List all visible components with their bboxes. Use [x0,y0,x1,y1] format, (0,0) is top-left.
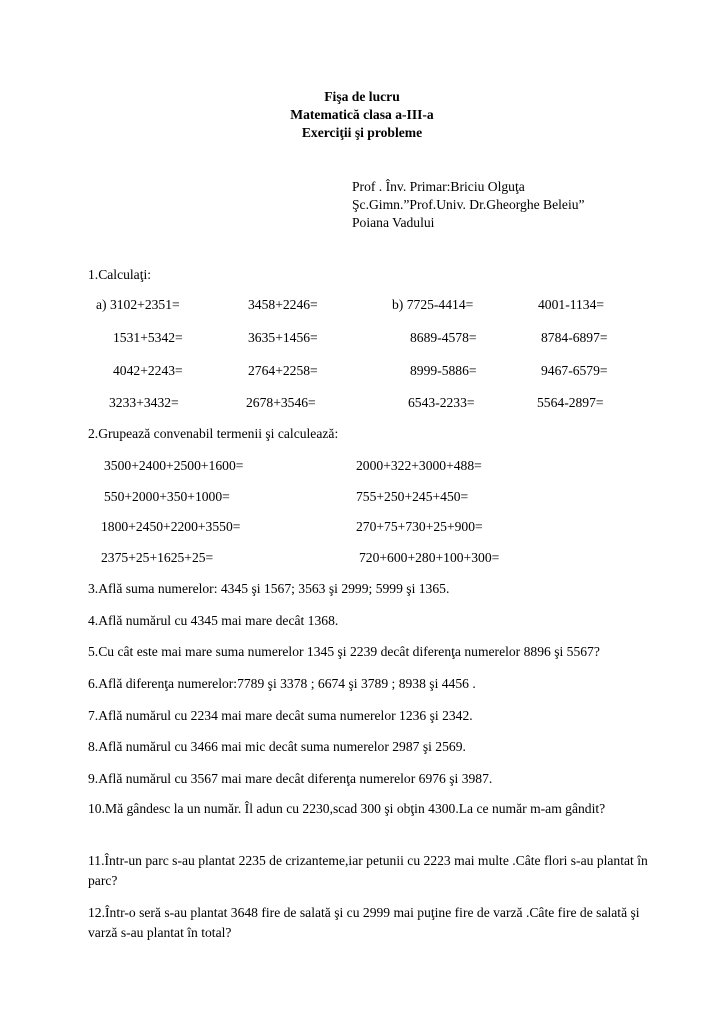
problem-10: 10.Mă gândesc la un număr. Îl adun cu 2230,scad 300 şi obţin 4300.La ce număr m-am gândit? [88,801,606,816]
ex1-item: 2764+2258= [248,363,318,378]
worksheet-title: Fişa de lucru [324,89,400,104]
ex1-item: 8784-6897= [541,330,608,345]
ex1-item: 3635+1456= [248,330,318,345]
ex1-item: 8689-4578= [410,330,477,345]
ex1-item: 4042+2243= [113,363,183,378]
ex1-item: 3458+2246= [248,297,318,312]
problem-4: 4.Află numărul cu 4345 mai mare decât 1368. [88,613,339,628]
problem-12: 12.Într-o seră s-au plantat 3648 fire de salată şi cu 2999 mai puţine fire de varză .Câte fire de salată şi varză s-au plantat în total? [88,905,640,940]
ex2-item: 2000+322+3000+488= [356,458,482,473]
ex1-item: 5564-2897= [537,395,604,410]
ex1-item: 8999-5886= [410,363,477,378]
author-name: Prof . Înv. Primar:Briciu Olguţa [352,179,525,194]
ex1-item: b) 7725-4414= [392,297,474,312]
ex2-item: 550+2000+350+1000= [104,489,230,504]
ex2-item: 720+600+280+100+300= [359,550,500,565]
problem-8: 8.Află numărul cu 3466 mai mic decât suma numerelor 2987 şi 2569. [88,739,466,754]
worksheet-subtitle-class: Matematică clasa a-III-a [290,107,434,122]
problem-6: 6.Află diferenţa numerelor:7789 şi 3378 ; 6674 şi 3789 ; 8938 şi 4456 . [88,676,476,691]
ex1-item: 3233+3432= [109,395,179,410]
ex2-item: 1800+2450+2200+3550= [101,519,241,534]
problem-7: 7.Află numărul cu 2234 mai mare decât suma numerelor 1236 şi 2342. [88,708,473,723]
ex2-item: 270+75+730+25+900= [356,519,483,534]
problem-9: 9.Află numărul cu 3567 mai mare decât diferenţa numerelor 6976 şi 3987. [88,771,493,786]
exercise-1-heading: 1.Calculaţi: [88,267,152,282]
ex2-item: 755+250+245+450= [356,489,469,504]
ex1-item: 4001-1134= [538,297,605,312]
author-school: Şc.Gimn.”Prof.Univ. Dr.Gheorghe Beleiu” [352,197,585,212]
problem-3: 3.Află suma numerelor: 4345 şi 1567; 3563 şi 2999; 5999 şi 1365. [88,581,450,596]
ex1-item: 1531+5342= [113,330,183,345]
problem-11: 11.Într-un parc s-au plantat 2235 de crizanteme,iar petunii cu 2223 mai multe .Câte flori s-au plantat în parc? [88,853,648,888]
problem-5: 5.Cu cât este mai mare suma numerelor 1345 şi 2239 decât diferenţa numerelor 8896 şi 5567? [88,644,600,659]
ex1-item: 9467-6579= [541,363,608,378]
ex2-item: 2375+25+1625+25= [101,550,214,565]
worksheet-subtitle-topic: Exerciţii şi probleme [301,125,423,140]
ex1-item: 6543-2233= [408,395,475,410]
exercise-2-heading: 2.Grupează convenabil termenii şi calculează: [88,426,339,441]
ex1-item: 2678+3546= [246,395,316,410]
author-location: Poiana Vadului [352,215,435,230]
ex1-item: a) 3102+2351= [96,297,180,312]
ex2-item: 3500+2400+2500+1600= [104,458,244,473]
